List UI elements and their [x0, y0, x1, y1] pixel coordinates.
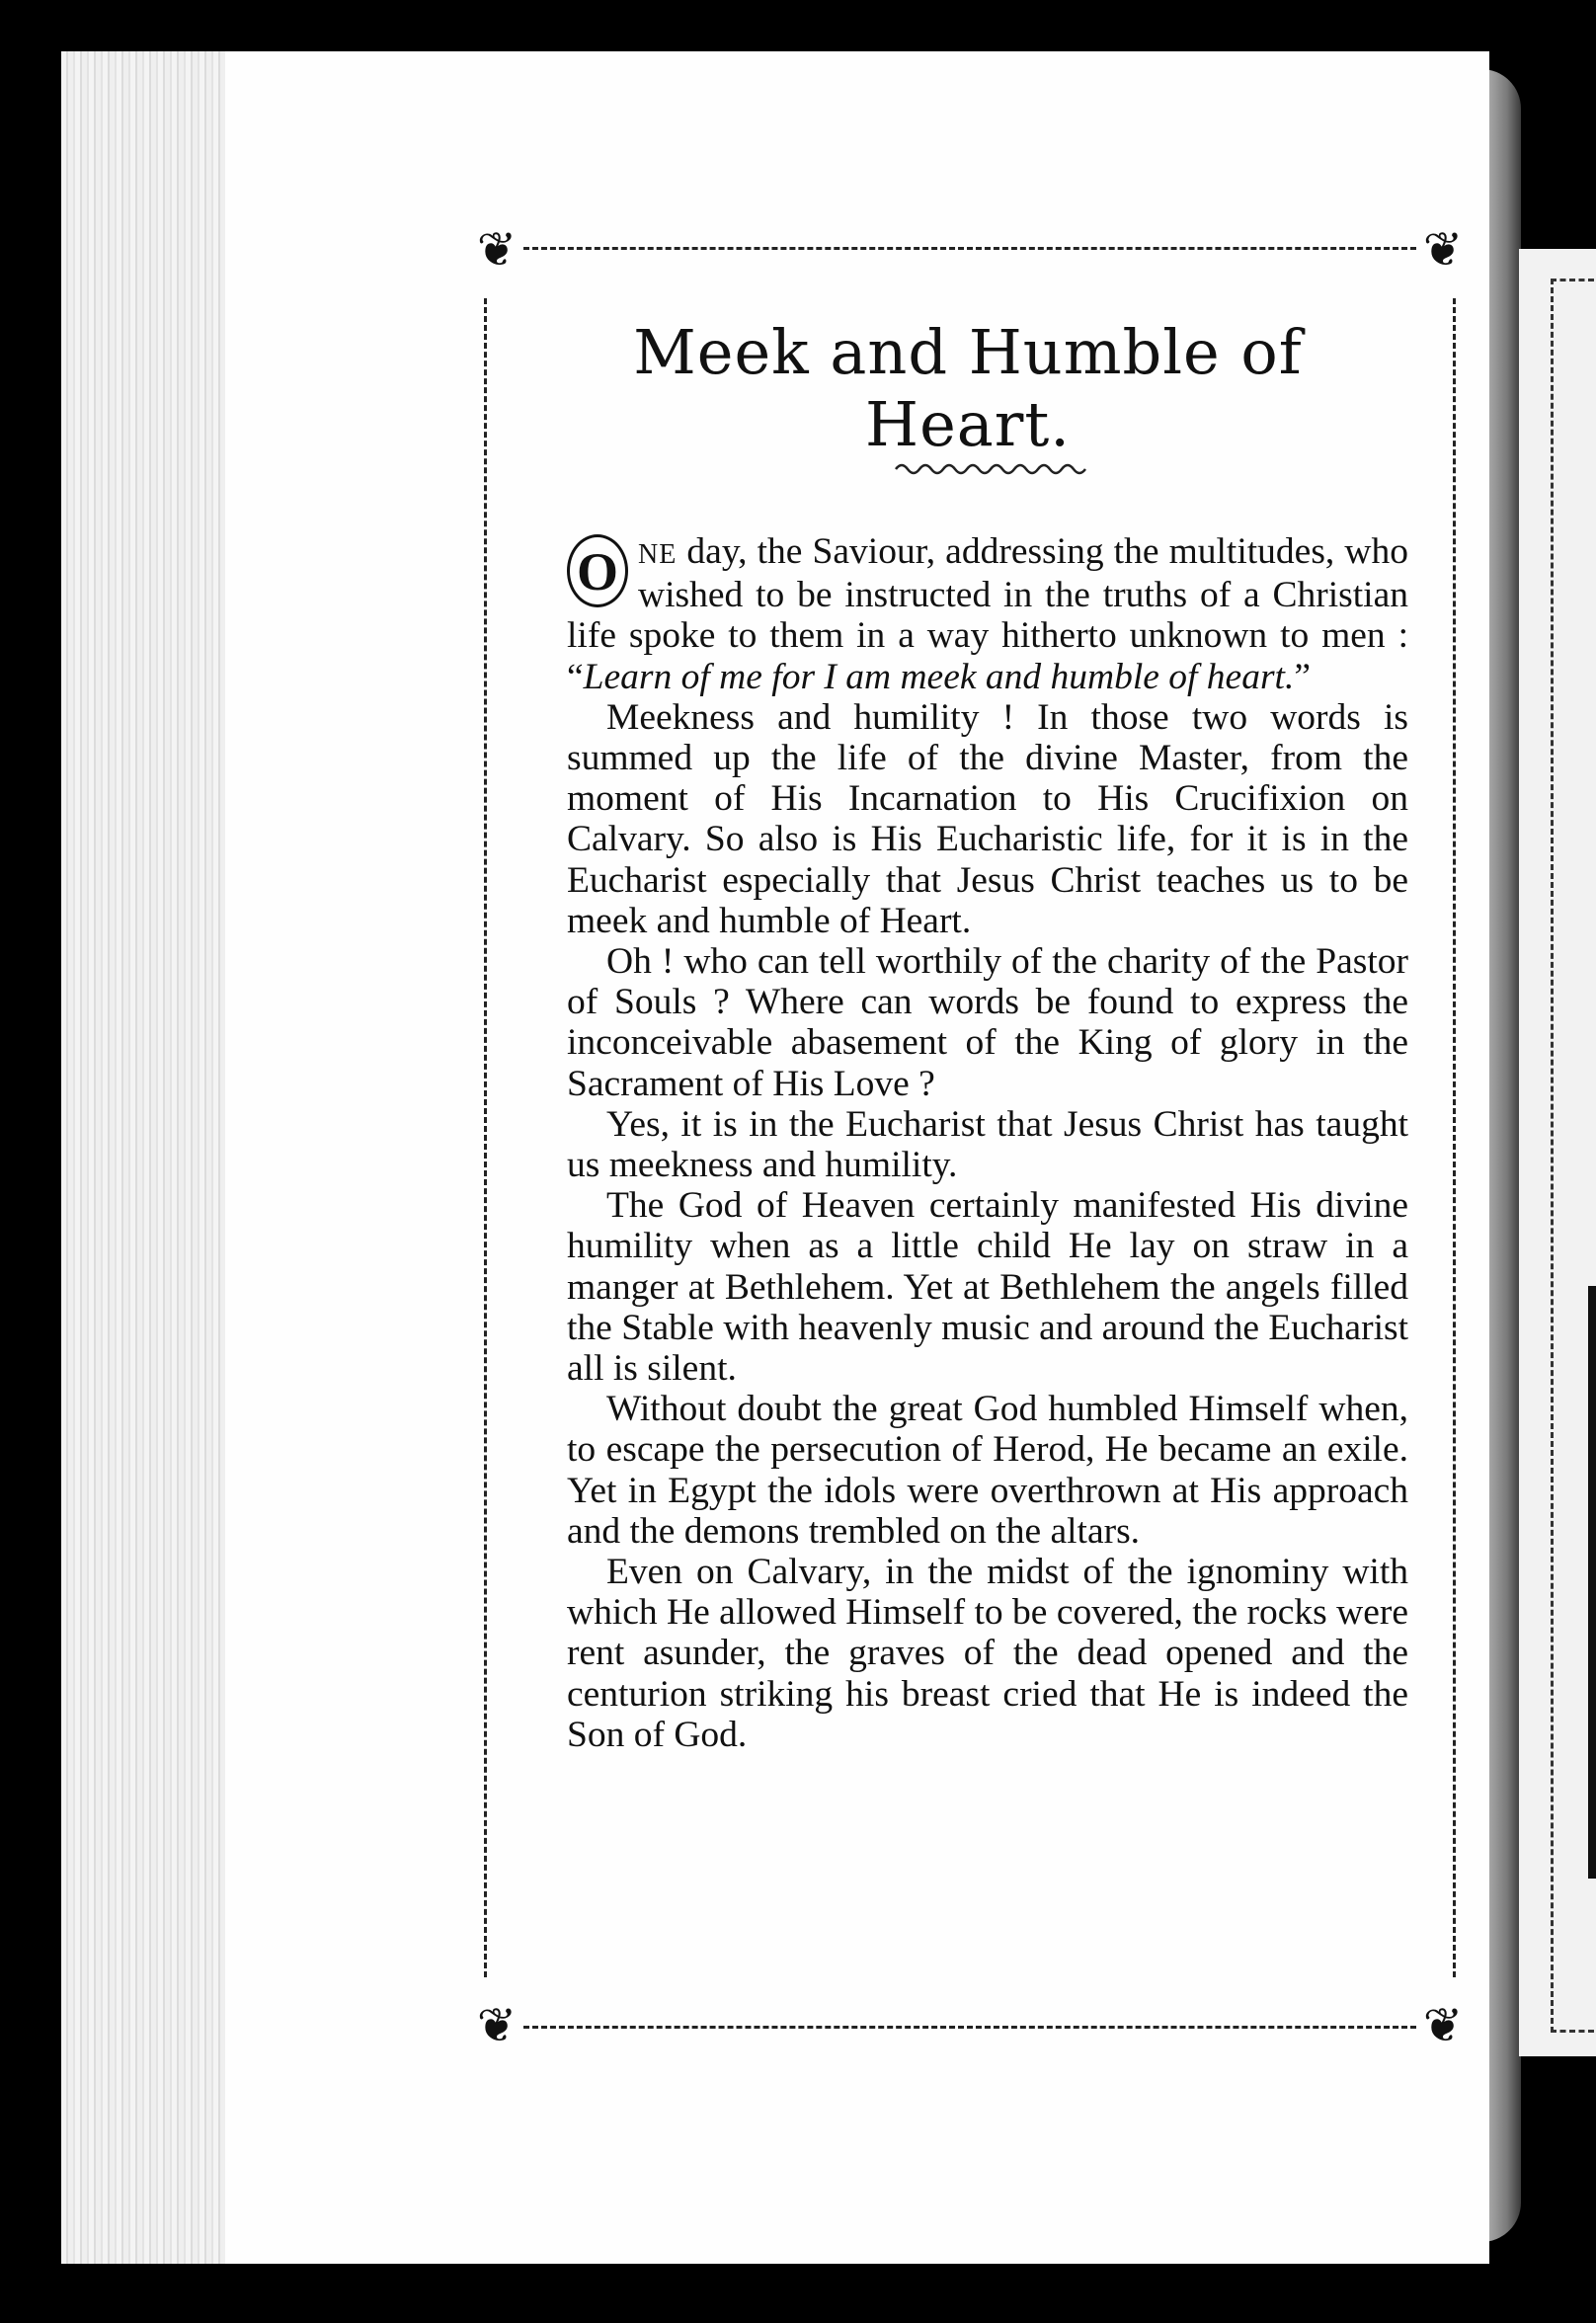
- corner-ornament-icon: ❦: [1422, 1998, 1464, 2053]
- paragraph: Even on Calvary, in the midst of the ignominy with which He allowed Himself to be covered, the rocks were rent asunder, the graves of the dead opened and the centurion striking his breast cried that He is indeed the Son of God.: [567, 1552, 1408, 1755]
- smallcaps-start: NE: [638, 539, 678, 570]
- paragraph: Without doubt the great God humbled Himself when, to escape the persecution of Herod, He became an exile. Yet in Egypt the idols were overthrown at His approach and the demons trembled on the altars.: [567, 1389, 1408, 1552]
- quote-close: ”: [1294, 656, 1311, 697]
- adjacent-page: [1519, 249, 1596, 2056]
- page-title: Meek and Humble of Heart.: [633, 316, 1303, 460]
- frame-bottom-border: [523, 2026, 1416, 2029]
- frame-right-border: [1453, 298, 1456, 1977]
- corner-ornament-icon: ❦: [476, 1998, 518, 2053]
- body-text: [567, 531, 1408, 1755]
- paragraph: Meekness and humility ! In those two words is summed up the life of the divine Master, from the moment of His Incarnation to His Crucifixion on Calvary. So also is His Eucharistic life, for it is in the Eucharist especially that Jesus Christ teaches us to be meek and humble of Heart.: [567, 696, 1408, 941]
- paragraph-text: day, the Saviour, addressing the multitudes, who wished to be instructed in the truths of a Christian life spoke to them in a way hitherto unknown to men : “: [567, 531, 1408, 697]
- quote-text: Learn of me for I am meek and humble of heart.: [583, 656, 1295, 697]
- frame-top-border: [523, 247, 1416, 250]
- dropcap: O: [567, 534, 628, 607]
- corner-ornament-icon: ❦: [476, 222, 518, 278]
- paragraph: [567, 531, 1408, 697]
- paragraph: The God of Heaven certainly manifested His divine humility when as a little child He lay on straw in a manger at Bethlehem. Yet at Bethlehem the angels filled the Stable with heavenly music and around the Eucharist all is silent.: [567, 1185, 1408, 1390]
- squiggle-ornament-icon: [894, 457, 1087, 479]
- paragraph: Yes, it is in the Eucharist that Jesus Christ has taught us meekness and humility.: [567, 1103, 1408, 1186]
- frame-left-border: [484, 298, 487, 1977]
- adjacent-page-bar: [1588, 1286, 1596, 1879]
- corner-ornament-icon: ❦: [1422, 222, 1464, 278]
- page-stack-edges: [61, 51, 227, 2264]
- paragraph: Oh ! who can tell worthily of the charity of the Pastor of Souls ? Where can words be found to express the inconceivable abasement of the King of glory in the Sacrament of His Love ?: [567, 941, 1408, 1104]
